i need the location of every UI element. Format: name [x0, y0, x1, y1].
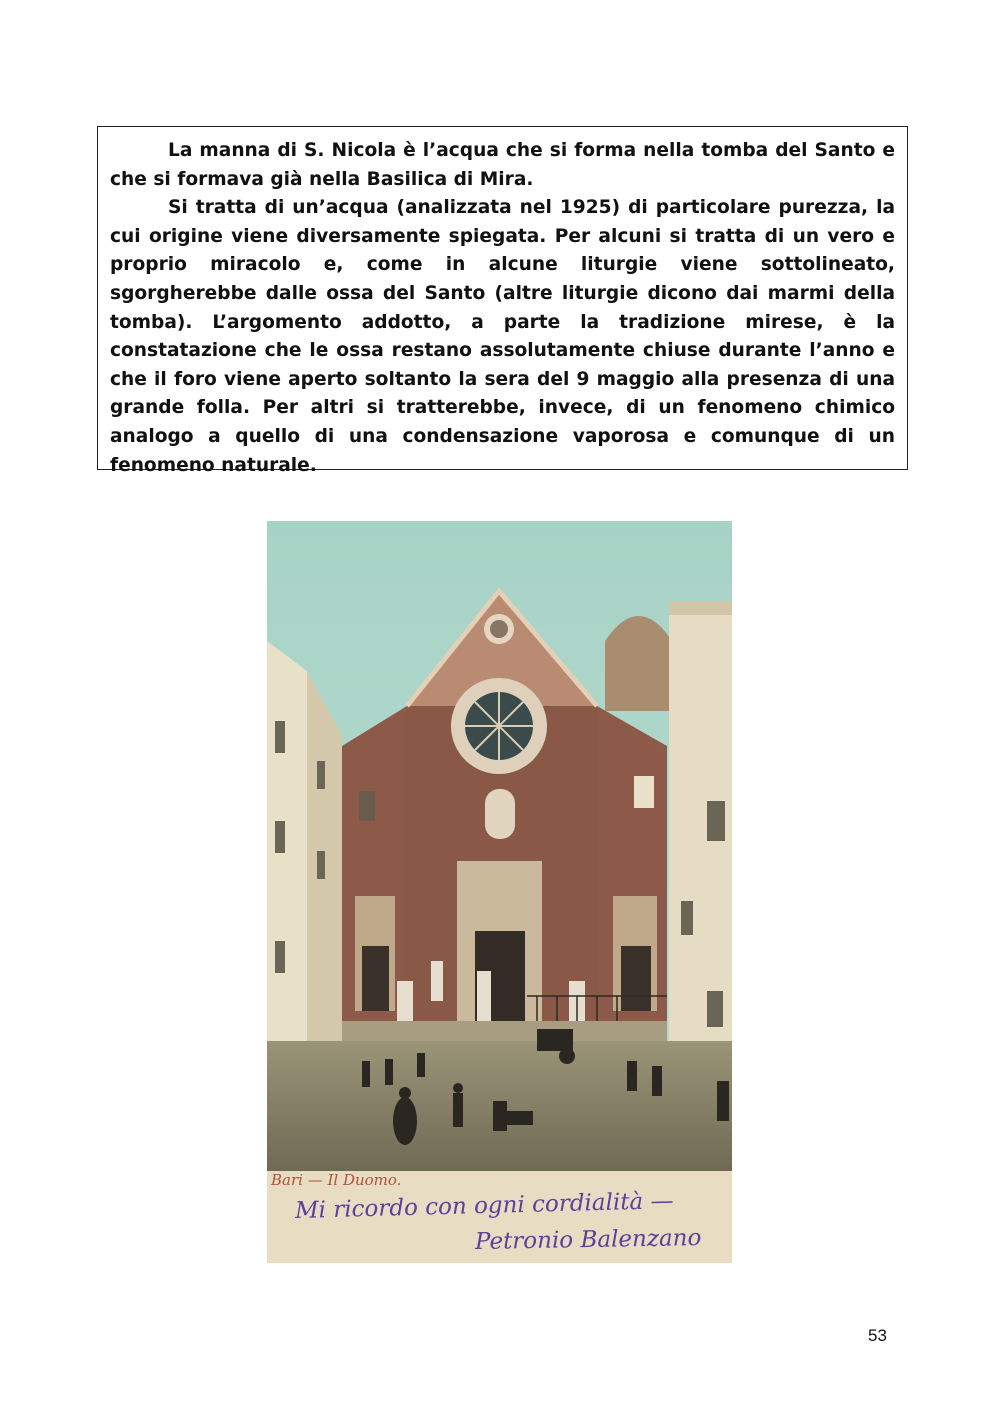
handwritten-signature: Petronio Balenzano — [474, 1225, 702, 1255]
paragraph-2: Si tratta di un’acqua (analizzata nel 1925) di particolare purezza, la cui origine viene diversamente spiegata. Per alcuni si tratta di un vero e proprio miracolo e, come in alcune liturgie viene sottolineato, sgorgherebbe dalle ossa del Santo (altre liturgie dicono dai marmi della tomba). L’argomento addotto, a parte la tradizione mirese, è la constatazione che le ossa restano assolutamente chiuse durante l’anno e che il foro viene aperto soltanto la sera del 9 maggio alla presenza di una grande folla. Per altri si tratterebbe, invece, di un fenomeno chimico analogo a quello di una condensazione vaporosa e comunque di un fenomeno naturale. — [110, 197, 895, 476]
cathedral-illustration — [267, 521, 732, 1171]
text-box — [97, 126, 908, 476]
postcard-caption: Bari — Il Duomo. — [271, 1171, 402, 1189]
postcard-image — [267, 521, 732, 1263]
paragraph-1: La manna di S. Nicola è l’acqua che si forma nella tomba del Santo e che si formava già nella Basilica di Mira. — [110, 140, 895, 190]
page-number: 53 — [868, 1326, 887, 1345]
handwritten-note: Mi ricordo con ogni cordialità — — [294, 1188, 674, 1224]
